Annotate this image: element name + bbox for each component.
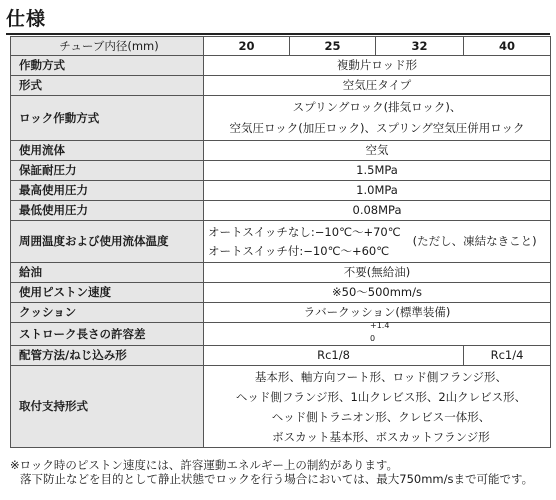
- table-row: [11, 323, 551, 346]
- header-size-32: 32: [376, 37, 464, 56]
- table-row: [11, 76, 551, 96]
- lock-action-line-2: 空気圧ロック(加圧ロック)、スプリング空気圧併用ロック: [229, 121, 525, 135]
- row-value-piston-speed: ※50〜500mm/s: [204, 283, 551, 303]
- row-value-lock-action: [204, 96, 551, 141]
- lock-action-line-1: スプリングロック(排気ロック)、: [292, 100, 462, 114]
- row-label-actuation: 作動方式: [11, 56, 204, 76]
- row-value-fluid: 空気: [204, 141, 551, 161]
- row-value-type: 空気圧タイプ: [204, 76, 551, 96]
- header-size-20: 20: [204, 37, 290, 56]
- footnotes: [10, 458, 554, 486]
- row-value-lubrication: 不要(無給油): [204, 263, 551, 283]
- temperature-line-1: オートスイッチなし:−10℃〜+70℃: [208, 224, 401, 239]
- row-label-piston-speed: 使用ピストン速度: [11, 283, 204, 303]
- row-label-proof-pressure: 保証耐圧力: [11, 161, 204, 181]
- table-row: [11, 346, 551, 366]
- title-divider: [6, 33, 550, 35]
- temperature-note: (ただし、凍結なきこと): [412, 234, 537, 248]
- row-label-stroke-tolerance: ストローク長さの許容差: [11, 323, 204, 346]
- table-row: [11, 283, 551, 303]
- row-value-mounting: [204, 366, 551, 448]
- row-value-max-pressure: 1.0MPa: [204, 181, 551, 201]
- row-value-min-pressure: 0.08MPa: [204, 201, 551, 221]
- tolerance-upper: +1.4: [370, 321, 390, 330]
- row-value-temperature: [204, 221, 551, 263]
- table-header-row: [11, 37, 551, 56]
- mounting-line-2: ヘッド側フランジ形、1山クレビス形、2山クレビス形、: [235, 389, 527, 404]
- row-value-cushion: ラバークッション(標準装備): [204, 303, 551, 323]
- mounting-line-1: 基本形、軸方向フート形、ロッド側フランジ形、: [254, 369, 508, 384]
- table-row: [11, 263, 551, 283]
- mounting-line-3: ヘッド側トラニオン形、クレビス一体形、: [271, 409, 491, 424]
- row-value-piping-large: Rc1/4: [464, 346, 551, 366]
- header-label: チューブ内径(mm): [11, 37, 204, 56]
- spec-table: [10, 36, 551, 448]
- table-row: [11, 141, 551, 161]
- row-label-piping: 配管方法/ねじ込み形: [11, 346, 204, 366]
- table-row: [11, 96, 551, 141]
- table-row: [11, 161, 551, 181]
- tolerance-value: [370, 321, 390, 345]
- row-label-cushion: クッション: [11, 303, 204, 323]
- row-value-stroke-tolerance: [204, 323, 551, 346]
- row-value-piping-small: Rc1/8: [204, 346, 464, 366]
- footnote-2: 落下防止などを目的として静止状態でロックを行う場合においては、最大750mm/sまで可能です。: [20, 472, 534, 486]
- row-label-mounting: 取付支持形式: [11, 366, 204, 448]
- table-row: [11, 366, 551, 448]
- table-row: [11, 201, 551, 221]
- row-value-proof-pressure: 1.5MPa: [204, 161, 551, 181]
- row-label-max-pressure: 最高使用圧力: [11, 181, 204, 201]
- tolerance-lower: 0: [370, 334, 376, 343]
- header-size-25: 25: [290, 37, 376, 56]
- table-row: [11, 303, 551, 323]
- mounting-line-4: ボスカット基本形、ボスカットフランジ形: [272, 429, 490, 444]
- row-label-lubrication: 給油: [11, 263, 204, 283]
- row-label-type: 形式: [11, 76, 204, 96]
- table-row: [11, 181, 551, 201]
- page-title: 仕様: [6, 8, 47, 30]
- table-row: [11, 56, 551, 76]
- row-label-temperature: 周囲温度および使用流体温度: [11, 221, 204, 263]
- header-size-40: 40: [464, 37, 551, 56]
- row-label-fluid: 使用流体: [11, 141, 204, 161]
- row-label-lock-action: ロック作動方式: [11, 96, 204, 141]
- temperature-line-2: オートスイッチ付:−10℃〜+60℃: [208, 243, 390, 258]
- row-label-min-pressure: 最低使用圧力: [11, 201, 204, 221]
- row-value-actuation: 複動片ロッド形: [204, 56, 551, 76]
- footnote-1: ※ロック時のピストン速度には、許容運動エネルギー上の制約があります。: [10, 458, 398, 472]
- table-row: [11, 221, 551, 263]
